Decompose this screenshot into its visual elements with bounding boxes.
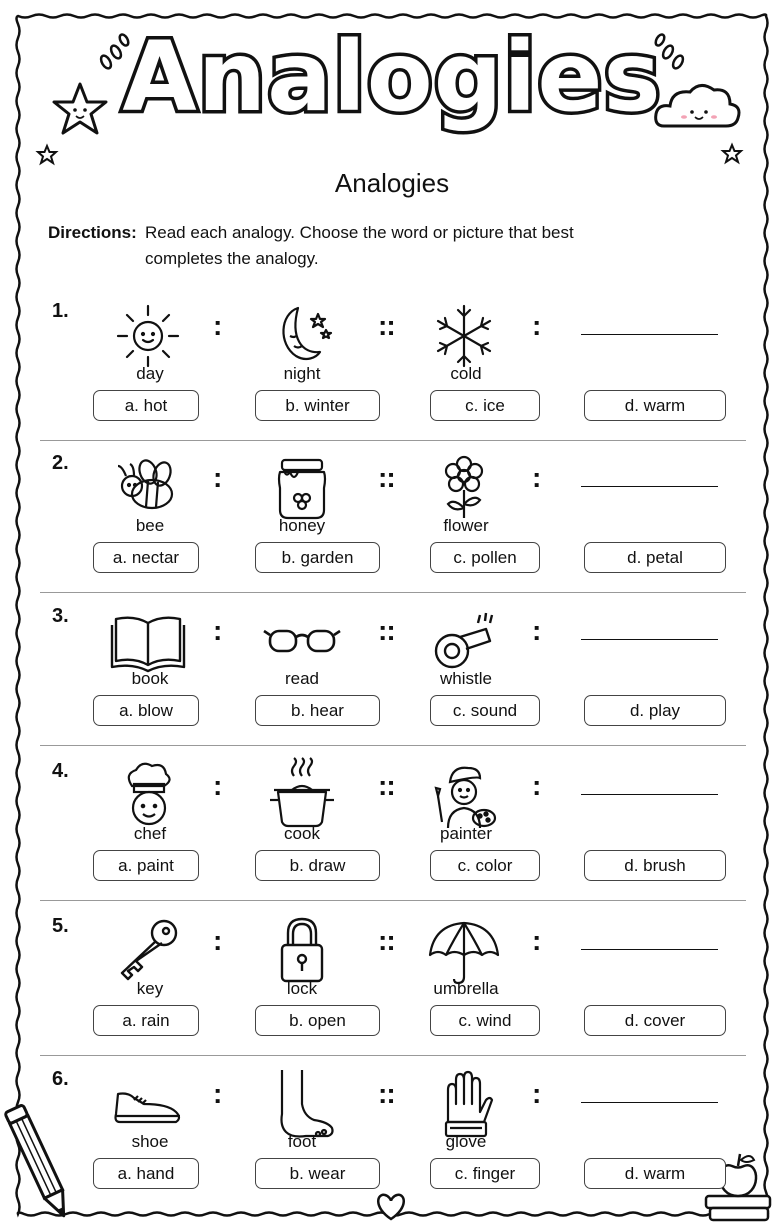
answer-option[interactable]: d. warm	[584, 1158, 726, 1189]
answer-blank[interactable]	[581, 794, 718, 795]
ratio-colon: :	[213, 615, 223, 646]
answer-blank[interactable]	[581, 1102, 718, 1103]
answer-option[interactable]: b. draw	[255, 850, 380, 881]
ratio-colon: :	[213, 310, 223, 341]
question-number: 3.	[52, 605, 69, 627]
question-number: 5.	[52, 915, 69, 937]
answer-option[interactable]: b. wear	[255, 1158, 380, 1189]
answer-blank[interactable]	[581, 334, 718, 335]
ratio-colon: :	[532, 925, 542, 956]
answer-blank[interactable]	[581, 639, 718, 640]
analogy-word: cold	[450, 364, 482, 383]
answer-option[interactable]: d. cover	[584, 1005, 726, 1036]
question-row	[0, 452, 784, 604]
banner-title: Analogies	[122, 21, 662, 133]
page-title: Analogies	[334, 168, 450, 198]
row-divider	[40, 900, 746, 901]
answer-option[interactable]: a. rain	[93, 1005, 199, 1036]
question-number: 2.	[52, 452, 69, 474]
analogy-word: bee	[135, 516, 165, 535]
question-row	[0, 300, 784, 452]
analogy-word: shoe	[131, 1132, 169, 1151]
question-number: 6.	[52, 1068, 69, 1090]
analogy-word: night	[283, 364, 321, 383]
ratio-colon: :	[213, 462, 223, 493]
analogy-word: cook	[284, 824, 320, 843]
analogy-word: honey	[278, 516, 326, 535]
ratio-colon: :	[213, 925, 223, 956]
ratio-colon: :	[532, 310, 542, 341]
row-divider	[40, 592, 746, 593]
ratio-colon: :	[532, 462, 542, 493]
answer-option[interactable]: a. nectar	[93, 542, 199, 573]
analogy-word: book	[131, 669, 169, 688]
analogy-word: key	[136, 979, 164, 998]
answer-blank[interactable]	[581, 486, 718, 487]
answer-option[interactable]: d. warm	[584, 390, 726, 421]
answer-option[interactable]: b. winter	[255, 390, 380, 421]
ratio-colon: :	[213, 1078, 223, 1109]
proportion-double-colon: ::	[378, 615, 395, 646]
directions-label: Directions:	[48, 223, 137, 242]
ratio-colon: :	[532, 615, 542, 646]
analogy-word: glove	[445, 1132, 487, 1151]
answer-option[interactable]: d. brush	[584, 850, 726, 881]
proportion-double-colon: ::	[378, 1078, 395, 1109]
answer-option[interactable]: c. ice	[430, 390, 540, 421]
row-divider	[40, 745, 746, 746]
question-number: 1.	[52, 300, 69, 322]
answer-blank[interactable]	[581, 949, 718, 950]
answer-option[interactable]: d. play	[584, 695, 726, 726]
analogy-word: day	[136, 364, 164, 383]
answer-option[interactable]: b. open	[255, 1005, 380, 1036]
row-divider	[40, 1055, 746, 1056]
question-row	[0, 1068, 784, 1220]
answer-option[interactable]: c. color	[430, 850, 540, 881]
proportion-double-colon: ::	[378, 310, 395, 341]
answer-option[interactable]: c. sound	[430, 695, 540, 726]
row-divider	[40, 440, 746, 441]
ratio-colon: :	[213, 770, 223, 801]
analogy-word: flower	[443, 516, 489, 535]
answer-option[interactable]: b. garden	[255, 542, 380, 573]
answer-option[interactable]: a. hot	[93, 390, 199, 421]
analogy-word: chef	[133, 824, 167, 843]
answer-option[interactable]: b. hear	[255, 695, 380, 726]
ratio-colon: :	[532, 1078, 542, 1109]
proportion-double-colon: ::	[378, 770, 395, 801]
question-row	[0, 605, 784, 757]
proportion-double-colon: ::	[378, 462, 395, 493]
analogy-word: foot	[287, 1132, 317, 1151]
question-row	[0, 915, 784, 1067]
answer-option[interactable]: c. pollen	[430, 542, 540, 573]
directions-text: Read each analogy. Choose the word or picture that best completes the analogy.	[145, 223, 574, 268]
analogy-word: lock	[286, 979, 318, 998]
question-row	[0, 760, 784, 912]
analogy-word: painter	[440, 824, 492, 843]
proportion-double-colon: ::	[378, 925, 395, 956]
answer-option[interactable]: a. paint	[93, 850, 199, 881]
answer-option[interactable]: a. blow	[93, 695, 199, 726]
answer-option[interactable]: a. hand	[93, 1158, 199, 1189]
answer-option[interactable]: c. wind	[430, 1005, 540, 1036]
answer-option[interactable]: c. finger	[430, 1158, 540, 1189]
analogy-word: read	[284, 669, 320, 688]
answer-option[interactable]: d. petal	[584, 542, 726, 573]
analogy-word: whistle	[440, 669, 492, 688]
ratio-colon: :	[532, 770, 542, 801]
analogy-word: umbrella	[433, 979, 499, 998]
question-number: 4.	[52, 760, 69, 782]
